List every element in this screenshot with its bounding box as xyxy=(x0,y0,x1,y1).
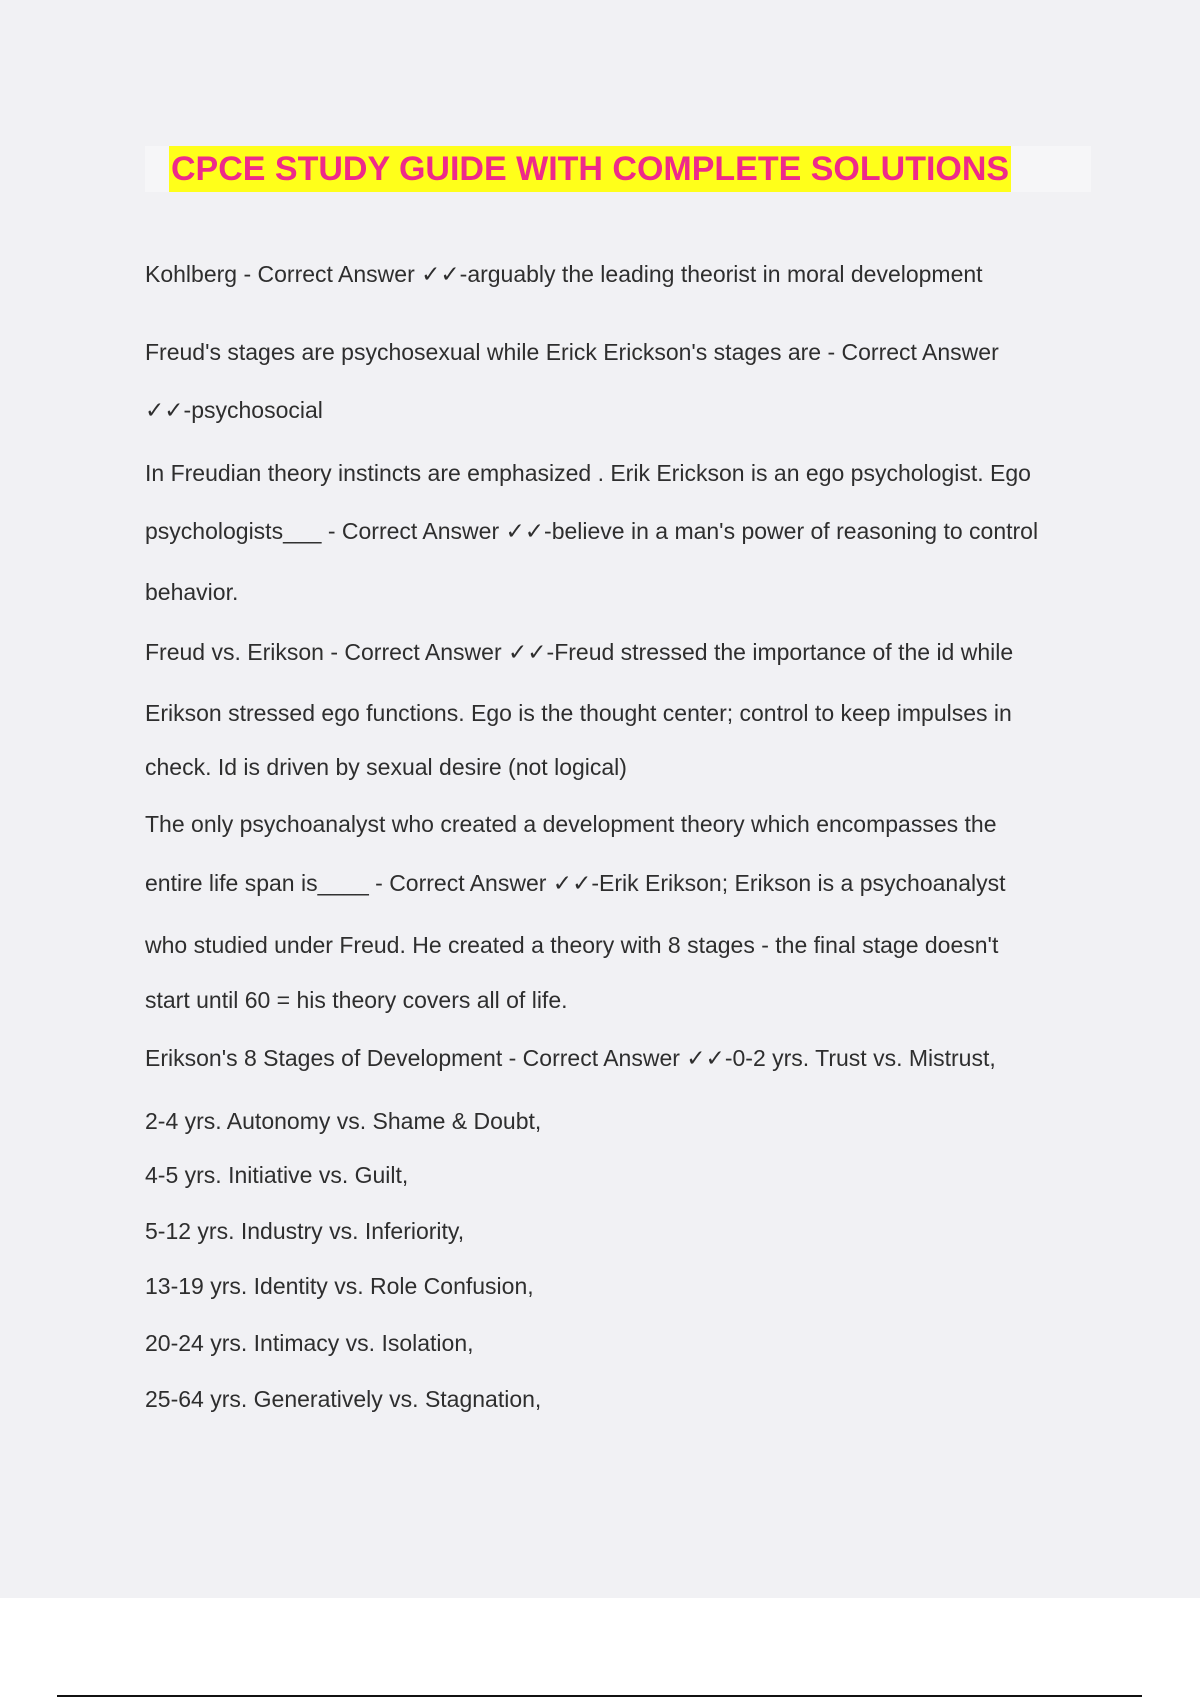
footer-divider xyxy=(57,1695,1142,1697)
list-item: 2-4 yrs. Autonomy vs. Shame & Doubt, xyxy=(145,1108,542,1134)
qa-line: Erikson's 8 Stages of Development - Correct Answer ✓✓-0-2 yrs. Trust vs. Mistrust, xyxy=(145,1045,996,1071)
qa-line: Erikson stressed ego functions. Ego is the thought center; control to keep impulses in xyxy=(145,700,1012,726)
list-item: 13-19 yrs. Identity vs. Role Confusion, xyxy=(145,1273,534,1299)
qa-line: behavior. xyxy=(145,579,239,605)
page-title: CPCE STUDY GUIDE WITH COMPLETE SOLUTIONS xyxy=(169,146,1011,192)
qa-line: check. Id is driven by sexual desire (not logical) xyxy=(145,754,627,780)
qa-line: who studied under Freud. He created a theory with 8 stages - the final stage doesn't xyxy=(145,932,999,958)
qa-line: ✓✓-psychosocial xyxy=(145,397,323,423)
title-bar xyxy=(145,146,1091,192)
list-item: 4-5 yrs. Initiative vs. Guilt, xyxy=(145,1162,409,1188)
qa-line: Freud's stages are psychosexual while Erick Erickson's stages are - Correct Answer xyxy=(145,339,999,365)
qa-line: The only psychoanalyst who created a development theory which encompasses the xyxy=(145,811,997,837)
qa-line: start until 60 = his theory covers all of life. xyxy=(145,987,568,1013)
list-item: 25-64 yrs. Generatively vs. Stagnation, xyxy=(145,1386,542,1412)
qa-line: entire life span is____ - Correct Answer ✓✓-Erik Erikson; Erikson is a psychoanalyst xyxy=(145,870,1006,896)
qa-line: psychologists___ - Correct Answer ✓✓-believe in a man's power of reasoning to control xyxy=(145,518,1039,544)
qa-line: In Freudian theory instincts are emphasized . Erik Erickson is an ego psychologist. Ego xyxy=(145,460,1031,486)
list-item: 20-24 yrs. Intimacy vs. Isolation, xyxy=(145,1330,474,1356)
qa-line: Kohlberg - Correct Answer ✓✓-arguably the leading theorist in moral development xyxy=(145,261,983,287)
list-item: 5-12 yrs. Industry vs. Inferiority, xyxy=(145,1218,465,1244)
qa-line: Freud vs. Erikson - Correct Answer ✓✓-Freud stressed the importance of the id while xyxy=(145,639,1014,665)
